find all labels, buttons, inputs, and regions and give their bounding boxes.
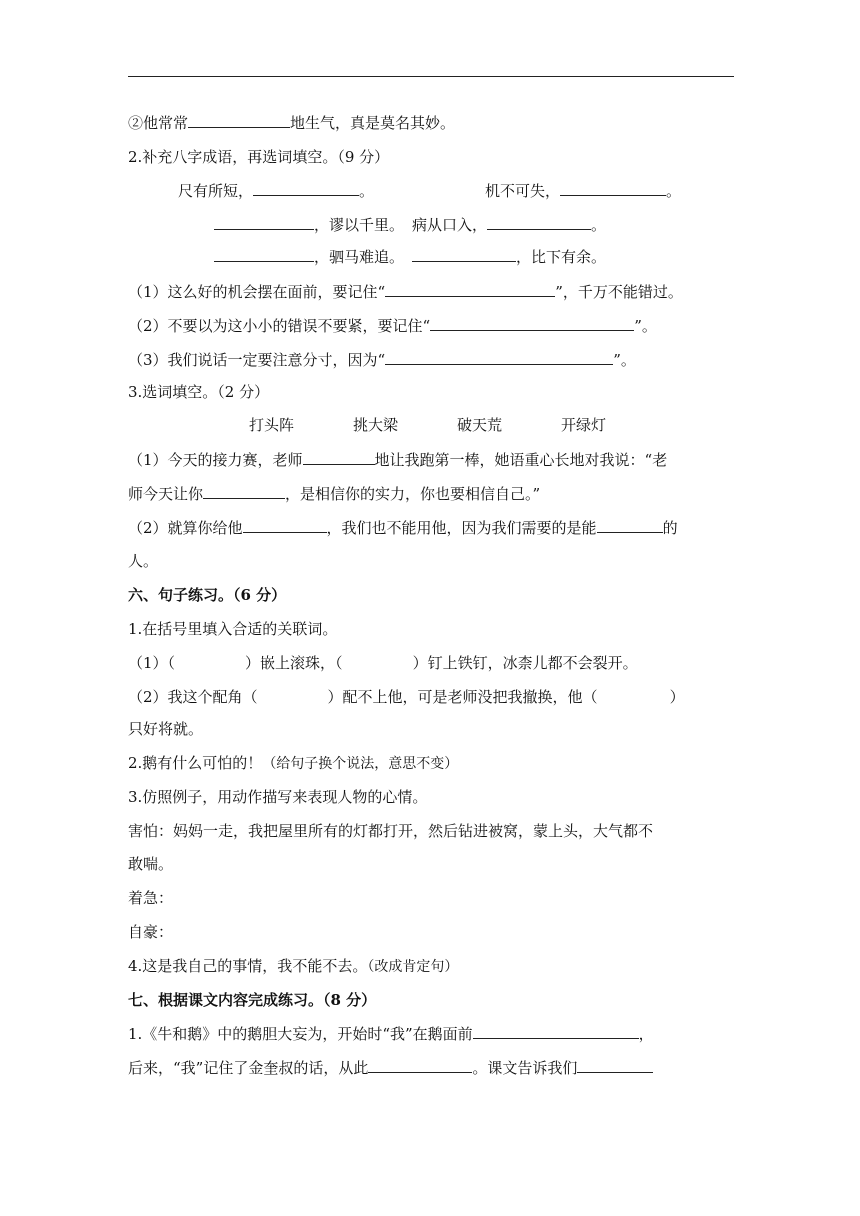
blank[interactable] <box>577 1057 653 1073</box>
section-6-heading: 六、句子练习。（6 分） <box>128 586 287 604</box>
sentence-text: （1）这么好的机会摆在面前，要记住“ <box>128 283 386 301</box>
idiom-text: ，谬以千里。 <box>314 216 405 234</box>
idiom-text: 。 <box>666 182 682 200</box>
blank[interactable] <box>243 517 327 533</box>
q3-sentence-1-line-2 <box>128 483 540 505</box>
sentence-text: ，是相信你的实力，你也要相信自己。” <box>285 485 541 503</box>
sentence-text: （2）不要以为这小小的错误不要紧，要记住“ <box>128 317 431 335</box>
sentence-text: ）配不上他，可是老师没把我撤换，他（ <box>327 688 598 706</box>
q3-sentence-1-line-1 <box>128 449 667 471</box>
blank[interactable] <box>214 246 314 262</box>
idiom-text: 。 <box>359 182 375 200</box>
blank[interactable] <box>385 349 613 365</box>
s6-q1-sentence-1 <box>128 652 638 674</box>
s7-q1-line-1 <box>128 1023 654 1045</box>
q1-item-2 <box>128 112 455 134</box>
s6-q1-sentence-2-cont: 只好将就。 <box>128 720 204 738</box>
q3-title: 3.选词填空。（2 分） <box>128 383 270 401</box>
s6-q2 <box>128 752 458 775</box>
sentence-text: 师今天让你 <box>128 485 204 503</box>
question-text: 4.这是我自己的事情，我不能不去。 <box>128 957 368 975</box>
blank[interactable] <box>203 483 285 499</box>
sentence-text: ”，千万不能错过。 <box>555 283 683 301</box>
sentence-text: ）嵌上滚珠，（ <box>245 654 343 672</box>
blank[interactable] <box>214 214 314 230</box>
idiom-text: ，比下有余。 <box>516 248 607 266</box>
s6-q4 <box>128 955 458 978</box>
blank[interactable] <box>430 315 634 331</box>
blank[interactable] <box>303 449 375 465</box>
sentence-text: ，我们也不能用他，因为我们需要的是能 <box>326 519 597 537</box>
sentence-text: （3）我们说话一定要注意分寸，因为“ <box>128 351 386 369</box>
idiom-text: 机不可失， <box>485 182 561 200</box>
sentence-text: ”。 <box>634 317 657 335</box>
blank[interactable] <box>597 517 663 533</box>
blank[interactable] <box>385 281 555 297</box>
q2-idiom-row-1 <box>178 180 374 202</box>
idiom-text: ，驷马难追。 <box>314 248 405 266</box>
blank[interactable] <box>253 180 359 196</box>
idiom-text: 病从口入， <box>412 216 488 234</box>
question-text: 2.鹅有什么可怕的！ <box>128 754 263 772</box>
blank[interactable] <box>560 180 666 196</box>
blank[interactable] <box>412 246 516 262</box>
q3-option: 破天荒 <box>457 416 503 434</box>
sentence-text: ）钉上铁钉，冰柰儿都不会裂开。 <box>412 654 638 672</box>
sentence-text: （2）就算你给他 <box>128 519 243 537</box>
q3-option: 开绿灯 <box>561 416 607 434</box>
q3-sentence-2-line-1 <box>128 517 678 539</box>
s6-q3-example-line-1: 害怕：妈妈一走，我把屋里所有的灯都打开，然后钻进被窝，蒙上头，大气都不 <box>128 822 654 840</box>
s7-q1-line-2 <box>128 1057 653 1079</box>
idiom-text: 。 <box>591 216 607 234</box>
s6-q1-title: 1.在括号里填入合适的关联词。 <box>128 620 338 638</box>
sentence-text: ”。 <box>613 351 636 369</box>
q2-idiom-row-2 <box>214 214 606 236</box>
q2-sentence-1 <box>128 281 683 303</box>
blank[interactable] <box>473 1023 639 1039</box>
sentence-text: （1）今天的接力赛，老师 <box>128 451 303 469</box>
top-divider <box>128 76 734 77</box>
s6-q3-title: 3.仿照例子，用动作描写来表现人物的心情。 <box>128 788 428 806</box>
instruction-note: （给句子换个说法，意思不变） <box>262 756 459 772</box>
s6-q3-example-line-2: 敢喘。 <box>128 855 174 873</box>
blank[interactable] <box>368 1057 472 1073</box>
sentence-text: （1）（ <box>128 654 176 672</box>
instruction-note: （改成肯定句） <box>367 959 459 975</box>
q1-item-2-text-b: 地生气，真是莫名其妙。 <box>290 114 456 132</box>
q2-sentence-3 <box>128 349 636 371</box>
sentence-text: （2）我这个配角（ <box>128 688 258 706</box>
q3-sentence-2-line-2: 人。 <box>128 552 159 570</box>
blank[interactable] <box>487 214 591 230</box>
q3-option: 打头阵 <box>249 416 295 434</box>
blank[interactable] <box>188 112 290 128</box>
sentence-text: 后来，“我”记住了金奎叔的话，从此 <box>128 1059 369 1077</box>
s6-q3-prompt-proud: 自豪： <box>128 923 174 941</box>
sentence-text: ） <box>669 688 685 706</box>
q2-title: 2.补充八字成语，再选词填空。（9 分） <box>128 148 390 166</box>
sentence-text: 1.《牛和鹅》中的鹅胆大妄为，开始时“我”在鹅面前 <box>128 1025 473 1043</box>
s6-q3-prompt-anxious: 着急： <box>128 889 174 907</box>
sentence-text: 的 <box>662 519 678 537</box>
sentence-text: ， <box>638 1025 654 1043</box>
s6-q1-sentence-2 <box>128 686 685 708</box>
q1-item-2-text-a: ②他常常 <box>128 114 189 132</box>
q2-sentence-2 <box>128 315 657 337</box>
idiom-text: 尺有所短， <box>178 182 254 200</box>
q3-option: 挑大梁 <box>353 416 399 434</box>
sentence-text: 地让我跑第一棒，她语重心长地对我说：“老 <box>374 451 668 469</box>
q2-idiom-row-1-right <box>485 180 681 202</box>
section-7-heading: 七、根据课文内容完成练习。（8 分） <box>128 991 377 1009</box>
q2-idiom-row-3 <box>214 246 606 268</box>
sentence-text: 。课文告诉我们 <box>472 1059 578 1077</box>
